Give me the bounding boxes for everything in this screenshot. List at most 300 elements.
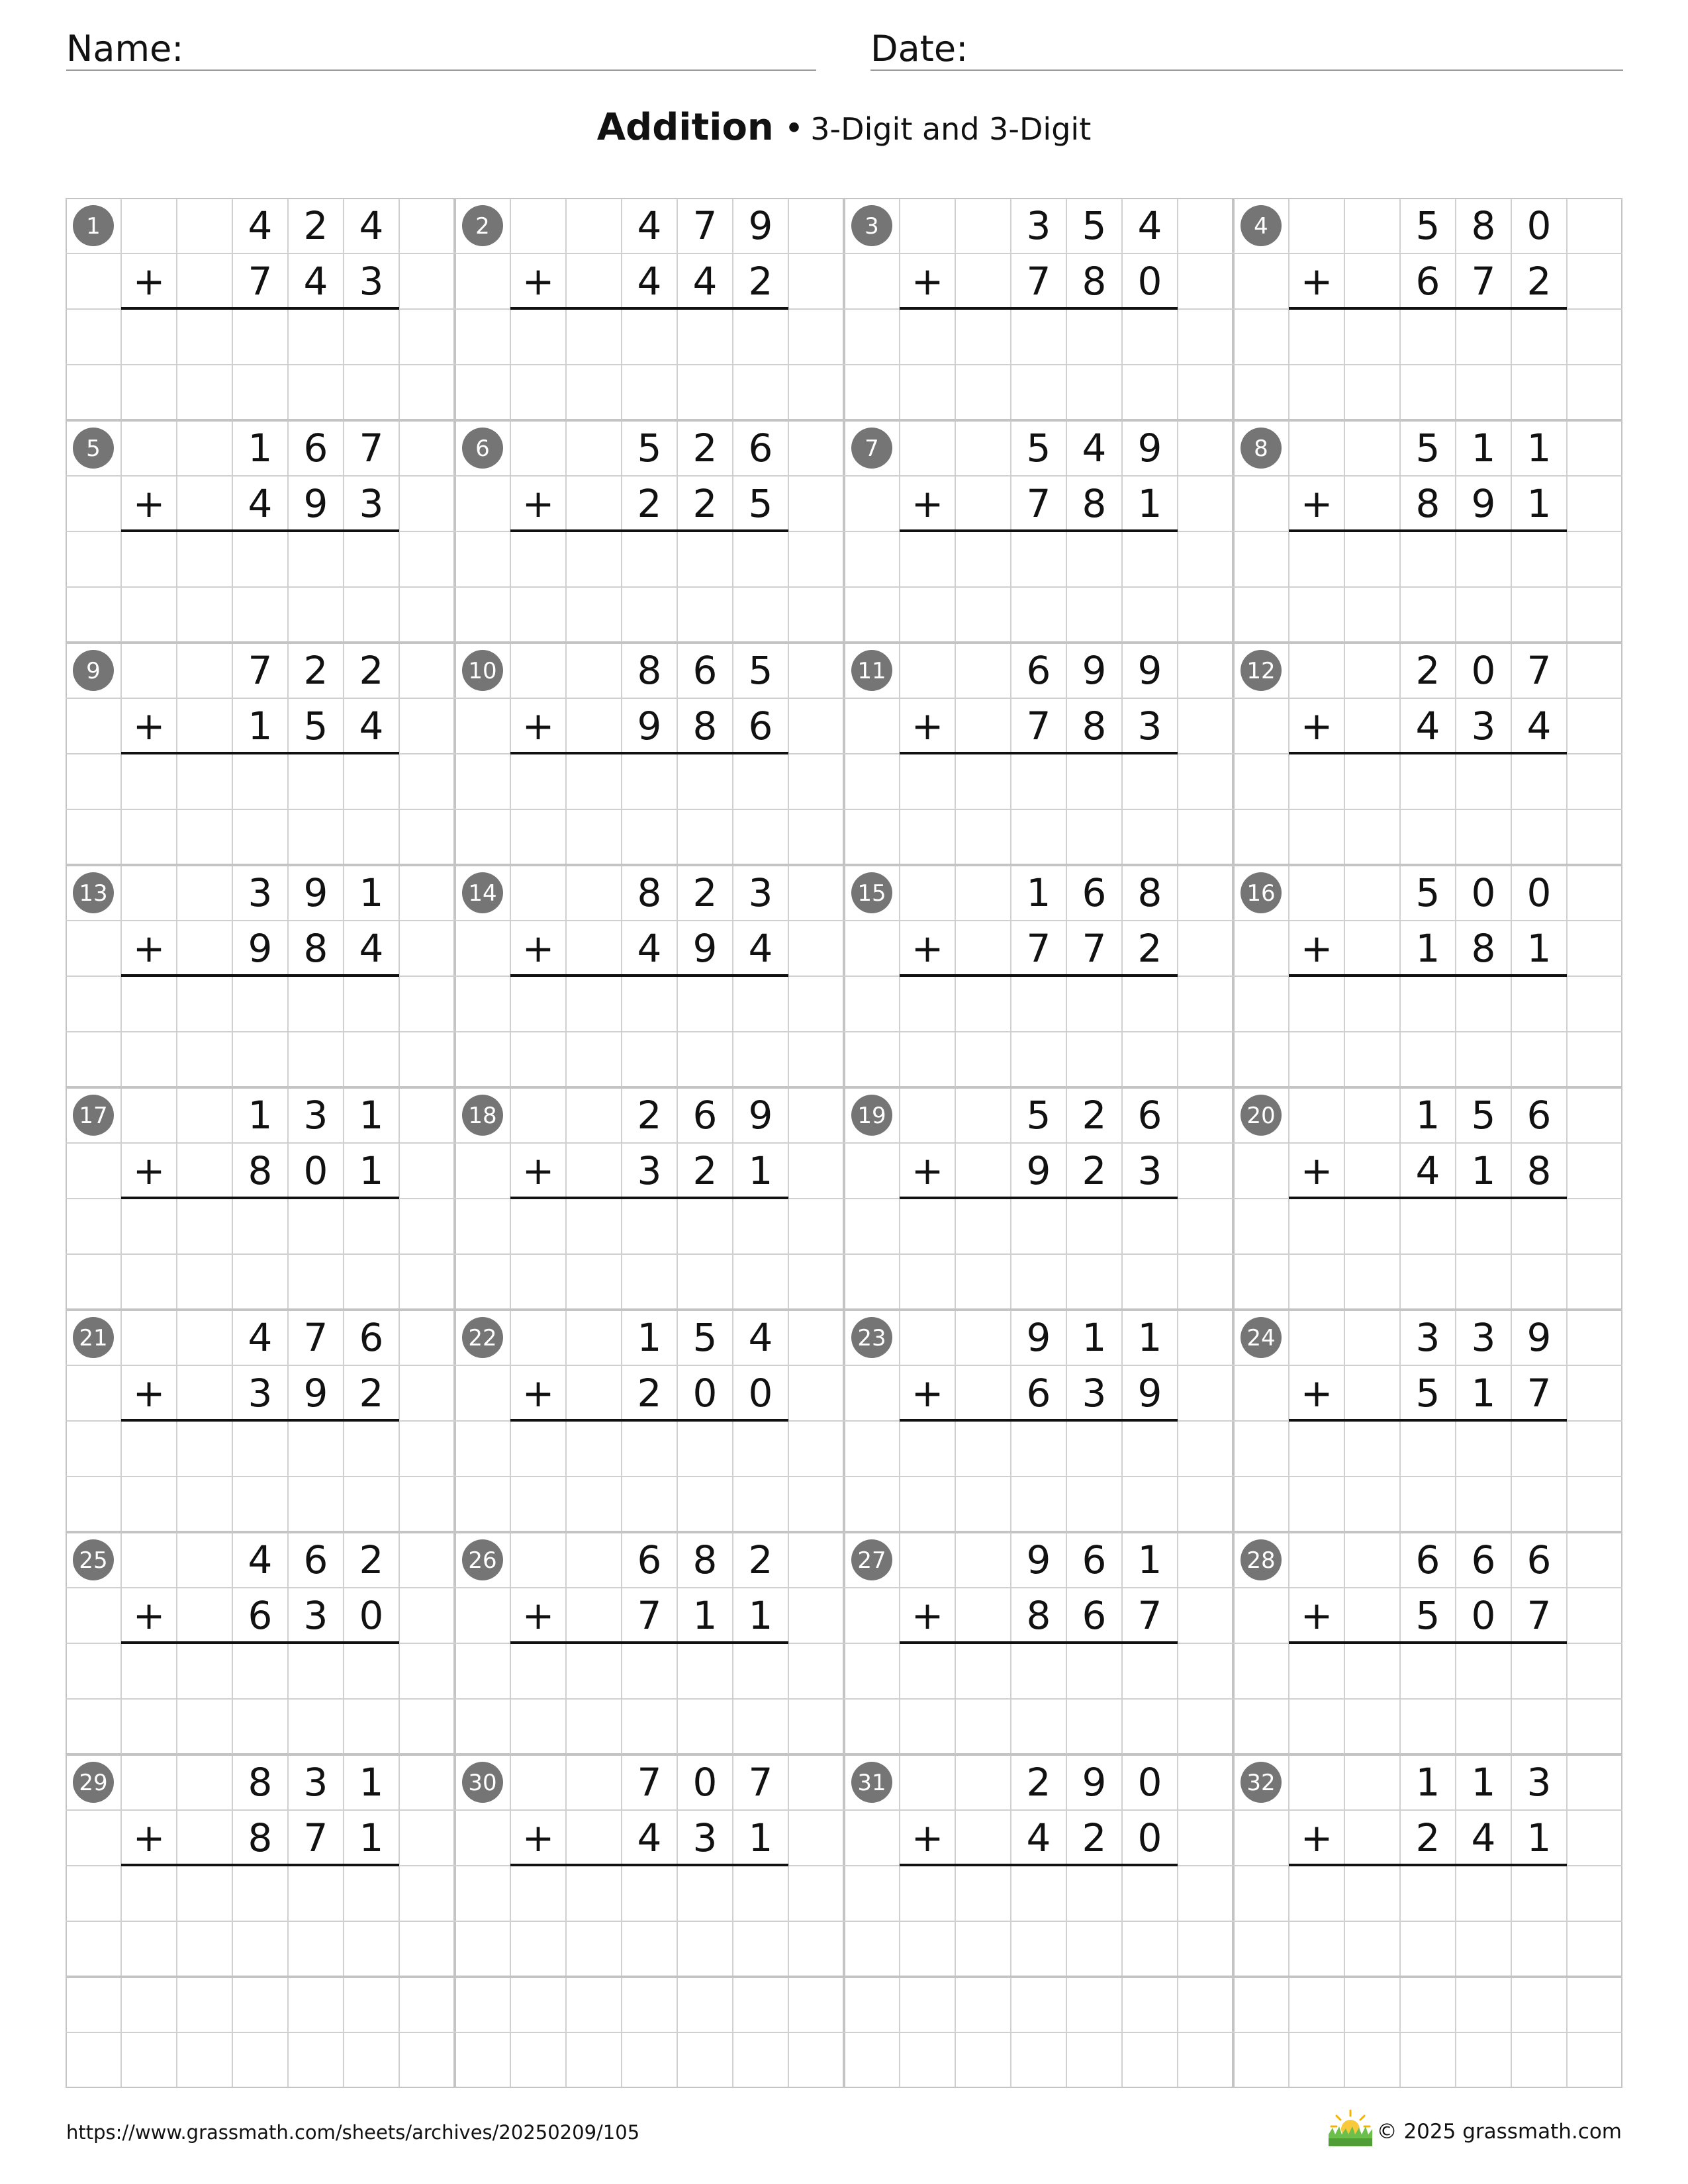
name-field[interactable] bbox=[66, 26, 816, 71]
bottom-number-digit: 2 bbox=[1526, 259, 1552, 304]
bottom-number-digit: 8 bbox=[303, 926, 328, 971]
problems bbox=[73, 203, 1567, 1977]
bottom-number-digit: 1 bbox=[748, 1148, 773, 1193]
top-number-digit: 1 bbox=[359, 870, 384, 915]
problem-number: 11 bbox=[857, 658, 886, 684]
bottom-number-digit: 0 bbox=[1471, 1593, 1496, 1638]
answer-area[interactable] bbox=[510, 1643, 788, 1754]
bottom-number-digit: 9 bbox=[637, 704, 662, 749]
plus-operator: + bbox=[1300, 259, 1333, 304]
problem-number: 32 bbox=[1246, 1770, 1276, 1796]
name-label: Name: bbox=[66, 28, 184, 69]
bottom-number-digit: 2 bbox=[1415, 1815, 1440, 1860]
top-number-digit: 8 bbox=[692, 1537, 718, 1582]
bottom-number-digit: 7 bbox=[1026, 704, 1051, 749]
top-number-digit: 3 bbox=[748, 870, 773, 915]
top-number-digit: 9 bbox=[748, 1093, 773, 1138]
top-number-digit: 9 bbox=[1026, 1315, 1051, 1360]
top-number-digit: 2 bbox=[692, 870, 718, 915]
top-number-digit: 1 bbox=[1526, 426, 1552, 471]
bottom-number-digit: 6 bbox=[1415, 259, 1440, 304]
problem-number: 30 bbox=[468, 1770, 497, 1796]
top-number-digit: 5 bbox=[1415, 870, 1440, 915]
top-number-digit: 6 bbox=[1082, 870, 1107, 915]
plus-operator: + bbox=[132, 1371, 165, 1416]
plus-operator: + bbox=[522, 1371, 555, 1416]
problem-number: 6 bbox=[475, 435, 490, 462]
problem-grid-svg bbox=[66, 198, 1622, 2088]
answer-area[interactable] bbox=[510, 309, 788, 420]
top-number-digit: 1 bbox=[1082, 1315, 1107, 1360]
answer-area[interactable] bbox=[900, 531, 1178, 643]
top-number-digit: 6 bbox=[692, 1093, 718, 1138]
top-number-digit: 1 bbox=[1471, 1760, 1496, 1805]
answer-area[interactable] bbox=[900, 1199, 1178, 1310]
bottom-number-digit: 1 bbox=[248, 704, 273, 749]
bottom-number-digit: 7 bbox=[248, 259, 273, 304]
plus-operator: + bbox=[522, 1148, 555, 1193]
bottom-number-digit: 3 bbox=[248, 1371, 273, 1416]
top-number-digit: 6 bbox=[637, 1537, 662, 1582]
bottom-number-digit: 0 bbox=[1137, 259, 1162, 304]
bottom-number-digit: 4 bbox=[1471, 1815, 1496, 1860]
problem-number: 28 bbox=[1246, 1547, 1276, 1574]
top-number-digit: 8 bbox=[248, 1760, 273, 1805]
top-number-digit: 4 bbox=[748, 1315, 773, 1360]
date-field[interactable] bbox=[870, 26, 1623, 71]
answer-area[interactable] bbox=[1289, 976, 1567, 1087]
top-number-digit: 8 bbox=[1137, 870, 1162, 915]
problem-number: 27 bbox=[857, 1547, 886, 1574]
top-number-digit: 5 bbox=[1082, 203, 1107, 248]
plus-operator: + bbox=[132, 1593, 165, 1638]
bottom-number-digit: 4 bbox=[748, 926, 773, 971]
problem-number: 7 bbox=[865, 435, 879, 462]
top-number-digit: 2 bbox=[1415, 648, 1440, 693]
bottom-number-digit: 3 bbox=[359, 259, 384, 304]
problem-number: 8 bbox=[1254, 435, 1268, 462]
problem-number: 21 bbox=[79, 1325, 108, 1351]
answer-area[interactable] bbox=[121, 976, 399, 1087]
top-number-digit: 2 bbox=[359, 1537, 384, 1582]
answer-area[interactable] bbox=[510, 531, 788, 643]
problem-number: 29 bbox=[79, 1770, 108, 1796]
top-number-digit: 0 bbox=[692, 1760, 718, 1805]
plus-operator: + bbox=[522, 926, 555, 971]
answer-area[interactable] bbox=[900, 309, 1178, 420]
answer-area[interactable] bbox=[121, 1199, 399, 1310]
bottom-number-digit: 9 bbox=[1137, 1371, 1162, 1416]
bottom-number-digit: 2 bbox=[359, 1371, 384, 1416]
bottom-number-digit: 9 bbox=[248, 926, 273, 971]
top-number-digit: 1 bbox=[248, 1093, 273, 1138]
plus-operator: + bbox=[911, 481, 944, 526]
answer-area[interactable] bbox=[121, 1643, 399, 1754]
top-number-digit: 1 bbox=[637, 1315, 662, 1360]
bottom-number-digit: 4 bbox=[1526, 704, 1552, 749]
bottom-number-digit: 4 bbox=[637, 926, 662, 971]
problem-number: 26 bbox=[468, 1547, 497, 1574]
top-number-digit: 6 bbox=[359, 1315, 384, 1360]
top-number-digit: 7 bbox=[637, 1760, 662, 1805]
problem-number: 12 bbox=[1246, 658, 1276, 684]
bottom-number-digit: 3 bbox=[692, 1815, 718, 1860]
plus-operator: + bbox=[132, 259, 165, 304]
top-number-digit: 1 bbox=[359, 1093, 384, 1138]
plus-operator: + bbox=[911, 259, 944, 304]
problem-number: 13 bbox=[79, 880, 108, 907]
bottom-number-digit: 3 bbox=[637, 1148, 662, 1193]
bottom-number-digit: 9 bbox=[1026, 1148, 1051, 1193]
top-number-digit: 9 bbox=[303, 870, 328, 915]
top-number-digit: 0 bbox=[1526, 870, 1552, 915]
top-number-digit: 6 bbox=[1526, 1537, 1552, 1582]
bottom-number-digit: 5 bbox=[748, 481, 773, 526]
top-number-digit: 9 bbox=[1026, 1537, 1051, 1582]
plus-operator: + bbox=[1300, 1148, 1333, 1193]
top-number-digit: 2 bbox=[637, 1093, 662, 1138]
bottom-number-digit: 3 bbox=[1471, 704, 1496, 749]
top-number-digit: 9 bbox=[1137, 426, 1162, 471]
top-number-digit: 7 bbox=[692, 203, 718, 248]
bottom-number-digit: 7 bbox=[1471, 259, 1496, 304]
bottom-number-digit: 7 bbox=[1526, 1371, 1552, 1416]
top-number-digit: 6 bbox=[303, 1537, 328, 1582]
bottom-number-digit: 2 bbox=[1082, 1815, 1107, 1860]
bottom-number-digit: 4 bbox=[1415, 704, 1440, 749]
bottom-number-digit: 1 bbox=[748, 1593, 773, 1638]
problem-number: 10 bbox=[468, 658, 497, 684]
top-number-digit: 0 bbox=[1526, 203, 1552, 248]
plus-operator: + bbox=[1300, 1593, 1333, 1638]
bottom-number-digit: 0 bbox=[303, 1148, 328, 1193]
plus-operator: + bbox=[132, 481, 165, 526]
plus-operator: + bbox=[911, 704, 944, 749]
top-number-digit: 6 bbox=[1415, 1537, 1440, 1582]
top-number-digit: 1 bbox=[248, 426, 273, 471]
problem-number: 25 bbox=[79, 1547, 108, 1574]
top-number-digit: 6 bbox=[748, 426, 773, 471]
plus-operator: + bbox=[1300, 926, 1333, 971]
top-number-digit: 0 bbox=[1471, 870, 1496, 915]
plus-operator: + bbox=[522, 481, 555, 526]
plus-operator: + bbox=[132, 1815, 165, 1860]
answer-area[interactable] bbox=[900, 1866, 1178, 1977]
top-number-digit: 2 bbox=[303, 648, 328, 693]
top-number-digit: 3 bbox=[1415, 1315, 1440, 1360]
problem-number: 9 bbox=[86, 658, 101, 684]
plus-operator: + bbox=[1300, 481, 1333, 526]
answer-area[interactable] bbox=[900, 754, 1178, 865]
answer-area[interactable] bbox=[121, 754, 399, 865]
plus-operator: + bbox=[1300, 1371, 1333, 1416]
bottom-number-digit: 6 bbox=[1026, 1371, 1051, 1416]
problem-number: 4 bbox=[1254, 213, 1268, 240]
bottom-number-digit: 6 bbox=[748, 704, 773, 749]
bottom-number-digit: 8 bbox=[248, 1815, 273, 1860]
bottom-number-digit: 1 bbox=[1415, 926, 1440, 971]
problem-number: 3 bbox=[865, 213, 879, 240]
bottom-number-digit: 7 bbox=[1026, 481, 1051, 526]
answer-area[interactable] bbox=[1289, 754, 1567, 865]
bottom-number-digit: 3 bbox=[359, 481, 384, 526]
problem-number: 31 bbox=[857, 1770, 886, 1796]
bottom-number-digit: 4 bbox=[637, 259, 662, 304]
bottom-number-digit: 2 bbox=[637, 1371, 662, 1416]
grass-sun-logo-icon bbox=[1327, 2108, 1374, 2148]
top-number-digit: 2 bbox=[303, 203, 328, 248]
top-number-digit: 3 bbox=[303, 1093, 328, 1138]
top-number-digit: 0 bbox=[1471, 648, 1496, 693]
bottom-number-digit: 3 bbox=[1082, 1371, 1107, 1416]
bottom-number-digit: 7 bbox=[1526, 1593, 1552, 1638]
top-number-digit: 3 bbox=[1526, 1760, 1552, 1805]
bottom-number-digit: 4 bbox=[1415, 1148, 1440, 1193]
top-number-digit: 7 bbox=[248, 648, 273, 693]
top-number-digit: 5 bbox=[1415, 203, 1440, 248]
plus-operator: + bbox=[1300, 704, 1333, 749]
problem-number: 5 bbox=[86, 435, 101, 462]
answer-area[interactable] bbox=[121, 1421, 399, 1532]
top-number-digit: 5 bbox=[637, 426, 662, 471]
bottom-number-digit: 1 bbox=[1526, 1815, 1552, 1860]
answer-area[interactable] bbox=[900, 1421, 1178, 1532]
bottom-number-digit: 9 bbox=[303, 1371, 328, 1416]
top-number-digit: 7 bbox=[303, 1315, 328, 1360]
bottom-number-digit: 4 bbox=[303, 259, 328, 304]
top-number-digit: 1 bbox=[1415, 1760, 1440, 1805]
answer-area[interactable] bbox=[1289, 1421, 1567, 1532]
bottom-number-digit: 0 bbox=[692, 1371, 718, 1416]
problem-number: 16 bbox=[1246, 880, 1276, 907]
top-number-digit: 6 bbox=[303, 426, 328, 471]
top-number-digit: 6 bbox=[1471, 1537, 1496, 1582]
bottom-number-digit: 6 bbox=[1082, 1593, 1107, 1638]
plus-operator: + bbox=[132, 1148, 165, 1193]
top-number-digit: 9 bbox=[1137, 648, 1162, 693]
bottom-number-digit: 0 bbox=[1137, 1815, 1162, 1860]
top-number-digit: 5 bbox=[1471, 1093, 1496, 1138]
bottom-number-digit: 8 bbox=[1471, 926, 1496, 971]
bottom-number-digit: 8 bbox=[692, 704, 718, 749]
answer-area[interactable] bbox=[900, 1643, 1178, 1754]
bottom-number-digit: 1 bbox=[359, 1148, 384, 1193]
plus-operator: + bbox=[1300, 1815, 1333, 1860]
bottom-number-digit: 5 bbox=[1415, 1593, 1440, 1638]
answer-area[interactable] bbox=[121, 531, 399, 643]
top-number-digit: 9 bbox=[1082, 648, 1107, 693]
bottom-number-digit: 0 bbox=[359, 1593, 384, 1638]
top-number-digit: 1 bbox=[359, 1760, 384, 1805]
top-number-digit: 3 bbox=[303, 1760, 328, 1805]
bottom-number-digit: 3 bbox=[1137, 1148, 1162, 1193]
top-number-digit: 1 bbox=[1471, 426, 1496, 471]
top-number-digit: 2 bbox=[359, 648, 384, 693]
top-number-digit: 9 bbox=[1526, 1315, 1552, 1360]
bottom-number-digit: 4 bbox=[637, 1815, 662, 1860]
plus-operator: + bbox=[132, 926, 165, 971]
answer-area[interactable] bbox=[1289, 1643, 1567, 1754]
answer-area[interactable] bbox=[1289, 1199, 1567, 1310]
bottom-number-digit: 8 bbox=[1526, 1148, 1552, 1193]
top-number-digit: 1 bbox=[1026, 870, 1051, 915]
top-number-digit: 5 bbox=[1026, 1093, 1051, 1138]
answer-area[interactable] bbox=[1289, 1866, 1567, 1977]
title-separator: • bbox=[784, 109, 804, 148]
top-number-digit: 5 bbox=[692, 1315, 718, 1360]
bottom-number-digit: 2 bbox=[692, 1148, 718, 1193]
bottom-number-digit: 2 bbox=[1082, 1148, 1107, 1193]
bottom-number-digit: 1 bbox=[1526, 926, 1552, 971]
top-number-digit: 1 bbox=[1415, 1093, 1440, 1138]
problem-number: 22 bbox=[468, 1325, 497, 1351]
answer-area[interactable] bbox=[510, 754, 788, 865]
title-main: Addition bbox=[596, 106, 774, 149]
bottom-number-digit: 8 bbox=[1415, 481, 1440, 526]
problem-number: 17 bbox=[79, 1103, 108, 1129]
top-number-digit: 1 bbox=[1137, 1537, 1162, 1582]
plus-operator: + bbox=[911, 1148, 944, 1193]
answer-area[interactable] bbox=[121, 309, 399, 420]
top-number-digit: 3 bbox=[1471, 1315, 1496, 1360]
top-number-digit: 9 bbox=[748, 203, 773, 248]
bottom-number-digit: 7 bbox=[1082, 926, 1107, 971]
answer-area[interactable] bbox=[121, 1866, 399, 1977]
answer-area[interactable] bbox=[510, 1199, 788, 1310]
bottom-number-digit: 1 bbox=[359, 1815, 384, 1860]
answer-area[interactable] bbox=[510, 1866, 788, 1977]
bottom-number-digit: 1 bbox=[1137, 481, 1162, 526]
bottom-number-digit: 7 bbox=[1137, 1593, 1162, 1638]
bottom-number-digit: 4 bbox=[359, 704, 384, 749]
bottom-number-digit: 4 bbox=[359, 926, 384, 971]
top-number-digit: 1 bbox=[1137, 1315, 1162, 1360]
problem-number: 14 bbox=[468, 880, 497, 907]
top-number-digit: 7 bbox=[359, 426, 384, 471]
bottom-number-digit: 1 bbox=[748, 1815, 773, 1860]
top-number-digit: 4 bbox=[248, 1315, 273, 1360]
top-number-digit: 7 bbox=[1526, 648, 1552, 693]
bottom-number-digit: 9 bbox=[1471, 481, 1496, 526]
problem-number: 1 bbox=[86, 213, 101, 240]
bottom-number-digit: 1 bbox=[1471, 1371, 1496, 1416]
title-subtitle: 3-Digit and 3-Digit bbox=[810, 111, 1092, 147]
bottom-number-digit: 9 bbox=[692, 926, 718, 971]
grid-lines bbox=[66, 198, 1622, 2088]
bottom-number-digit: 1 bbox=[692, 1593, 718, 1638]
bottom-number-digit: 3 bbox=[1137, 704, 1162, 749]
worksheet-title bbox=[0, 106, 1688, 149]
bottom-number-digit: 4 bbox=[1026, 1815, 1051, 1860]
plus-operator: + bbox=[911, 1371, 944, 1416]
bottom-number-digit: 1 bbox=[1471, 1148, 1496, 1193]
bottom-number-digit: 7 bbox=[1026, 926, 1051, 971]
bottom-number-digit: 4 bbox=[692, 259, 718, 304]
top-number-digit: 4 bbox=[248, 1537, 273, 1582]
answer-area[interactable] bbox=[900, 976, 1178, 1087]
top-number-digit: 5 bbox=[748, 648, 773, 693]
bottom-number-digit: 8 bbox=[1026, 1593, 1051, 1638]
top-number-digit: 7 bbox=[748, 1760, 773, 1805]
bottom-number-digit: 7 bbox=[1026, 259, 1051, 304]
top-number-digit: 3 bbox=[1026, 203, 1051, 248]
bottom-number-digit: 5 bbox=[303, 704, 328, 749]
plus-operator: + bbox=[522, 1593, 555, 1638]
bottom-number-digit: 2 bbox=[1137, 926, 1162, 971]
problem-number: 2 bbox=[475, 213, 490, 240]
problem-number: 18 bbox=[468, 1103, 497, 1129]
footer-url: https://www.grassmath.com/sheets/archives/20250209/105 bbox=[66, 2121, 640, 2144]
top-number-digit: 3 bbox=[248, 870, 273, 915]
top-number-digit: 4 bbox=[248, 203, 273, 248]
top-number-digit: 8 bbox=[637, 870, 662, 915]
bottom-number-digit: 8 bbox=[1082, 259, 1107, 304]
top-number-digit: 8 bbox=[1471, 203, 1496, 248]
top-number-digit: 4 bbox=[1082, 426, 1107, 471]
top-number-digit: 2 bbox=[692, 426, 718, 471]
answer-area[interactable] bbox=[510, 1421, 788, 1532]
problem-number: 15 bbox=[857, 880, 886, 907]
top-number-digit: 2 bbox=[748, 1537, 773, 1582]
top-number-digit: 6 bbox=[692, 648, 718, 693]
plus-operator: + bbox=[522, 259, 555, 304]
bottom-number-digit: 7 bbox=[303, 1815, 328, 1860]
bottom-number-digit: 2 bbox=[692, 481, 718, 526]
plus-operator: + bbox=[911, 926, 944, 971]
bottom-number-digit: 8 bbox=[1082, 704, 1107, 749]
bottom-number-digit: 8 bbox=[1082, 481, 1107, 526]
plus-operator: + bbox=[911, 1593, 944, 1638]
answer-area[interactable] bbox=[1289, 309, 1567, 420]
plus-operator: + bbox=[522, 1815, 555, 1860]
date-label: Date: bbox=[870, 28, 968, 69]
top-number-digit: 4 bbox=[359, 203, 384, 248]
top-number-digit: 4 bbox=[1137, 203, 1162, 248]
bottom-number-digit: 2 bbox=[748, 259, 773, 304]
bottom-number-digit: 2 bbox=[637, 481, 662, 526]
top-number-digit: 5 bbox=[1415, 426, 1440, 471]
bottom-number-digit: 9 bbox=[303, 481, 328, 526]
answer-area[interactable] bbox=[510, 976, 788, 1087]
bottom-number-digit: 4 bbox=[248, 481, 273, 526]
plus-operator: + bbox=[132, 704, 165, 749]
problem-number: 23 bbox=[857, 1325, 886, 1351]
top-number-digit: 5 bbox=[1026, 426, 1051, 471]
footer-copyright: © 2025 grassmath.com bbox=[1376, 2120, 1622, 2144]
problem-number: 24 bbox=[1246, 1325, 1276, 1351]
bottom-number-digit: 5 bbox=[1415, 1371, 1440, 1416]
top-number-digit: 4 bbox=[637, 203, 662, 248]
plus-operator: + bbox=[911, 1815, 944, 1860]
top-number-digit: 2 bbox=[1082, 1093, 1107, 1138]
bottom-number-digit: 0 bbox=[748, 1371, 773, 1416]
answer-area[interactable] bbox=[1289, 531, 1567, 643]
bottom-number-digit: 7 bbox=[637, 1593, 662, 1638]
problem-grid bbox=[66, 198, 1622, 2088]
plus-operator: + bbox=[522, 704, 555, 749]
bottom-number-digit: 6 bbox=[248, 1593, 273, 1638]
top-number-digit: 6 bbox=[1026, 648, 1051, 693]
top-number-digit: 8 bbox=[637, 648, 662, 693]
problem-number: 20 bbox=[1246, 1103, 1276, 1129]
top-number-digit: 9 bbox=[1082, 1760, 1107, 1805]
top-number-digit: 0 bbox=[1137, 1760, 1162, 1805]
bottom-number-digit: 8 bbox=[248, 1148, 273, 1193]
top-number-digit: 6 bbox=[1082, 1537, 1107, 1582]
bottom-number-digit: 3 bbox=[303, 1593, 328, 1638]
top-number-digit: 2 bbox=[1026, 1760, 1051, 1805]
top-number-digit: 6 bbox=[1526, 1093, 1552, 1138]
